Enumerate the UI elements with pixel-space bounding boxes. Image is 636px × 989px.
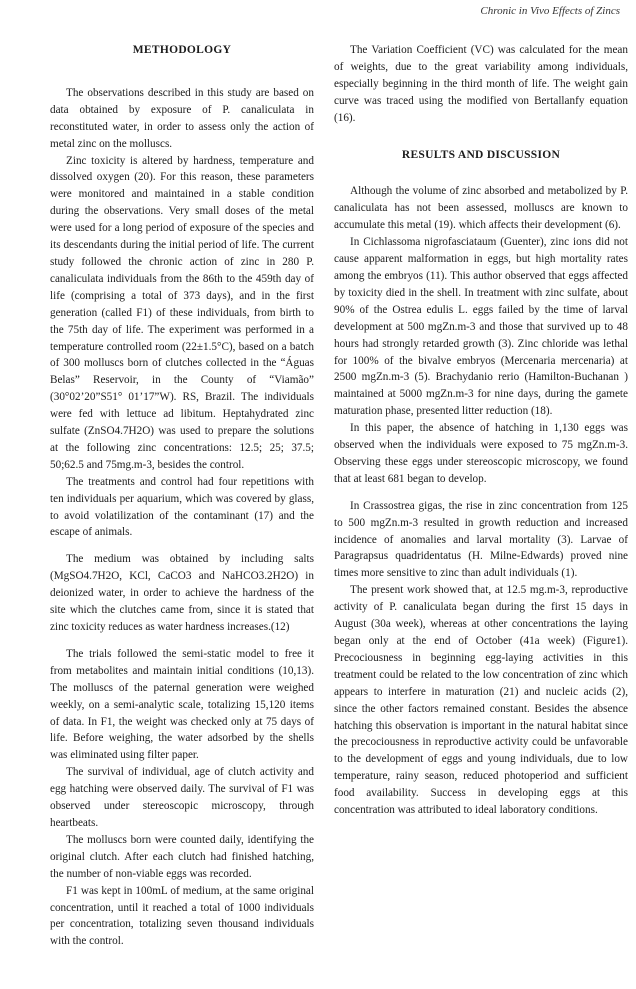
right-column	[334, 42, 628, 819]
left-column	[50, 42, 314, 950]
methodology-paragraph: The treatments and control had four repetitions with ten individuals per aquarium, which was covered by glass, to avoid volatilization of the contaminant (17) and the escape of animals.	[50, 475, 314, 539]
results-paragraph: In Cichlassoma nigrofasciataum (Guenter), zinc ions did not cause apparent malformation in eggs, but high mortality rates among the embryos (11). This author observed that eggs affected by toxicity died in the shell. In treatment with zinc sulfate, about 90% of the Ostrea edulis L. eggs failed by the time of larval development at 500 mgZn.m-3 and those that survived up to 48 hours had strongly retarded growth (3). Zinc chloride was lethal for 100% of the bivalve embryos (Mercenaria mercenaria) at 2500 mgZn.m-3 (5). Brachydanio rerio (Hamilton-Buchanan ) maintained at 5000 mgZn.m-3 for nine days, during the gamete maturation phase, presented litter reduction (18).	[334, 236, 628, 418]
methodology-heading: METHODOLOGY	[132, 44, 232, 56]
methodology-paragraph: The medium was obtained by including salts (MgSO4.7H2O, KCl, CaCO3 and NaHCO3.2H2O) in deionized water, in order to achieve the hardness of the site which the clutches came from, since it is stated that zinc toxicity reduces as water hardness increases.(12)	[50, 553, 314, 633]
methodology-paragraph: Zinc toxicity is altered by hardness, temperature and dissolved oxygen (20). For this reason, these parameters were monitored and maintained in a stable condition during the observations. Very small doses of the metal were used for a long period of exposure of the species and its descendants during the initial period of life. The current study followed the chronic action of zinc in 280 P. canaliculata individuals from the 86th to the 459th day of life (comprising a total of 373 days), and in the first generation (called F1) of these individuals, from birth to the 75th day of life. The experiment was performed in a temperature controlled room (22±1.5°C), based on a batch of 300 molluscs born of clutches collected in the “Águas Belas” Reservoir, in the County of “Viamão” (30°02’20”S51° 01’17”W). RS, Brazil. The individuals were fed with lettuce ad libitum. Heptahydrated zinc sulfate (ZnSO4.7H2O) was used to prepare the solutions at the following zinc concentrations: 12.5; 25; 37.5; 50;62.5 and 75mg.m-3, besides the control.	[50, 154, 314, 471]
methodology-paragraph: The trials followed the semi-static model to free it from metabolites and maintain initial conditions (10,13). The molluscs of the paternal generation were weighed weekly, on a semi-analytic scale, totalizing 15,120 items of data. In F1, the weight was checked only at 75 days of life. Before weighing, the water adsorbed by the shells was eliminated using filter paper.	[50, 647, 314, 762]
results-heading: RESULTS AND DISCUSSION	[401, 148, 561, 161]
results-paragraph: In this paper, the absence of hatching in 1,130 eggs was observed when the individuals were exposed to 75 mgZn.m-3. Observing these eggs under stereoscopic microscopy, we found that at least 681 began to develop.	[334, 422, 628, 485]
methodology-paragraph: The molluscs born were counted daily, identifying the original clutch. After each clutch had finished hatching, the number of non-viable eggs was recorded.	[50, 833, 314, 880]
methodology-paragraph: F1 was kept in 100mL of medium, at the same original concentration, until it reached a total of 1000 individuals per concentration, totalizing seven thousand individuals with the control.	[50, 884, 314, 948]
methodology-paragraph: The observations described in this study are based on data obtained by exposure of P. canaliculata in reconstituted water, in order to assess only the action of metal zinc on the molluscs.	[50, 86, 314, 150]
results-paragraph: In Crassostrea gigas, the rise in zinc concentration from 125 to 500 mgZn.m-3 resulted in growth reduction and increased incidence of anomalies and larval mortality (3). Larvae of Paragrapsus quadridentatus (H. Milne-Edwards) proved nine times more sensitive to zinc than adult individuals (1).	[334, 499, 628, 580]
methodology-paragraph: The Variation Coefficient (VC) was calculated for the mean of weights, due to the great variability among individuals, especially beginning in the third month of life. The weight gain curve was traced using the modified von Bertallanfy equation (16).	[334, 44, 628, 124]
results-paragraph: The present work showed that, at 12.5 mg.m-3, reproductive activity of P. canaliculata began during the first 15 days in August (30a week), whereas at other concentrations the laying began only at the end of October (41a week) (Figure1). Precociousness in beginning egg-laying activities in this treatment could be related to the low concentration of zinc which appears to interfere in maturation (21) and nucleic acids (2), since the other factors remained constant. Besides the absence hatching this observation is important in the natural habitat since the precociousness in reproductive activity could be unfavorable to the development of eggs and young individuals, due to low temperature, rainy season, reduced photoperiod and sufficient food availability. Success in developing eggs at this concentration was attributed to ideal laboratory conditions.	[334, 584, 628, 817]
running-head: Chronic in Vivo Effects of Zincs	[480, 5, 620, 17]
methodology-paragraph: The survival of individual, age of clutch activity and egg hatching were observed daily. The survival of F1 was observed under stereoscopic microscopy, through heartbeats.	[50, 766, 314, 829]
results-paragraph: Although the volume of zinc absorbed and metabolized by P. canaliculata has not been assessed, molluscs are known to accumulate this metal (19). which affects their development (6).	[334, 185, 628, 232]
